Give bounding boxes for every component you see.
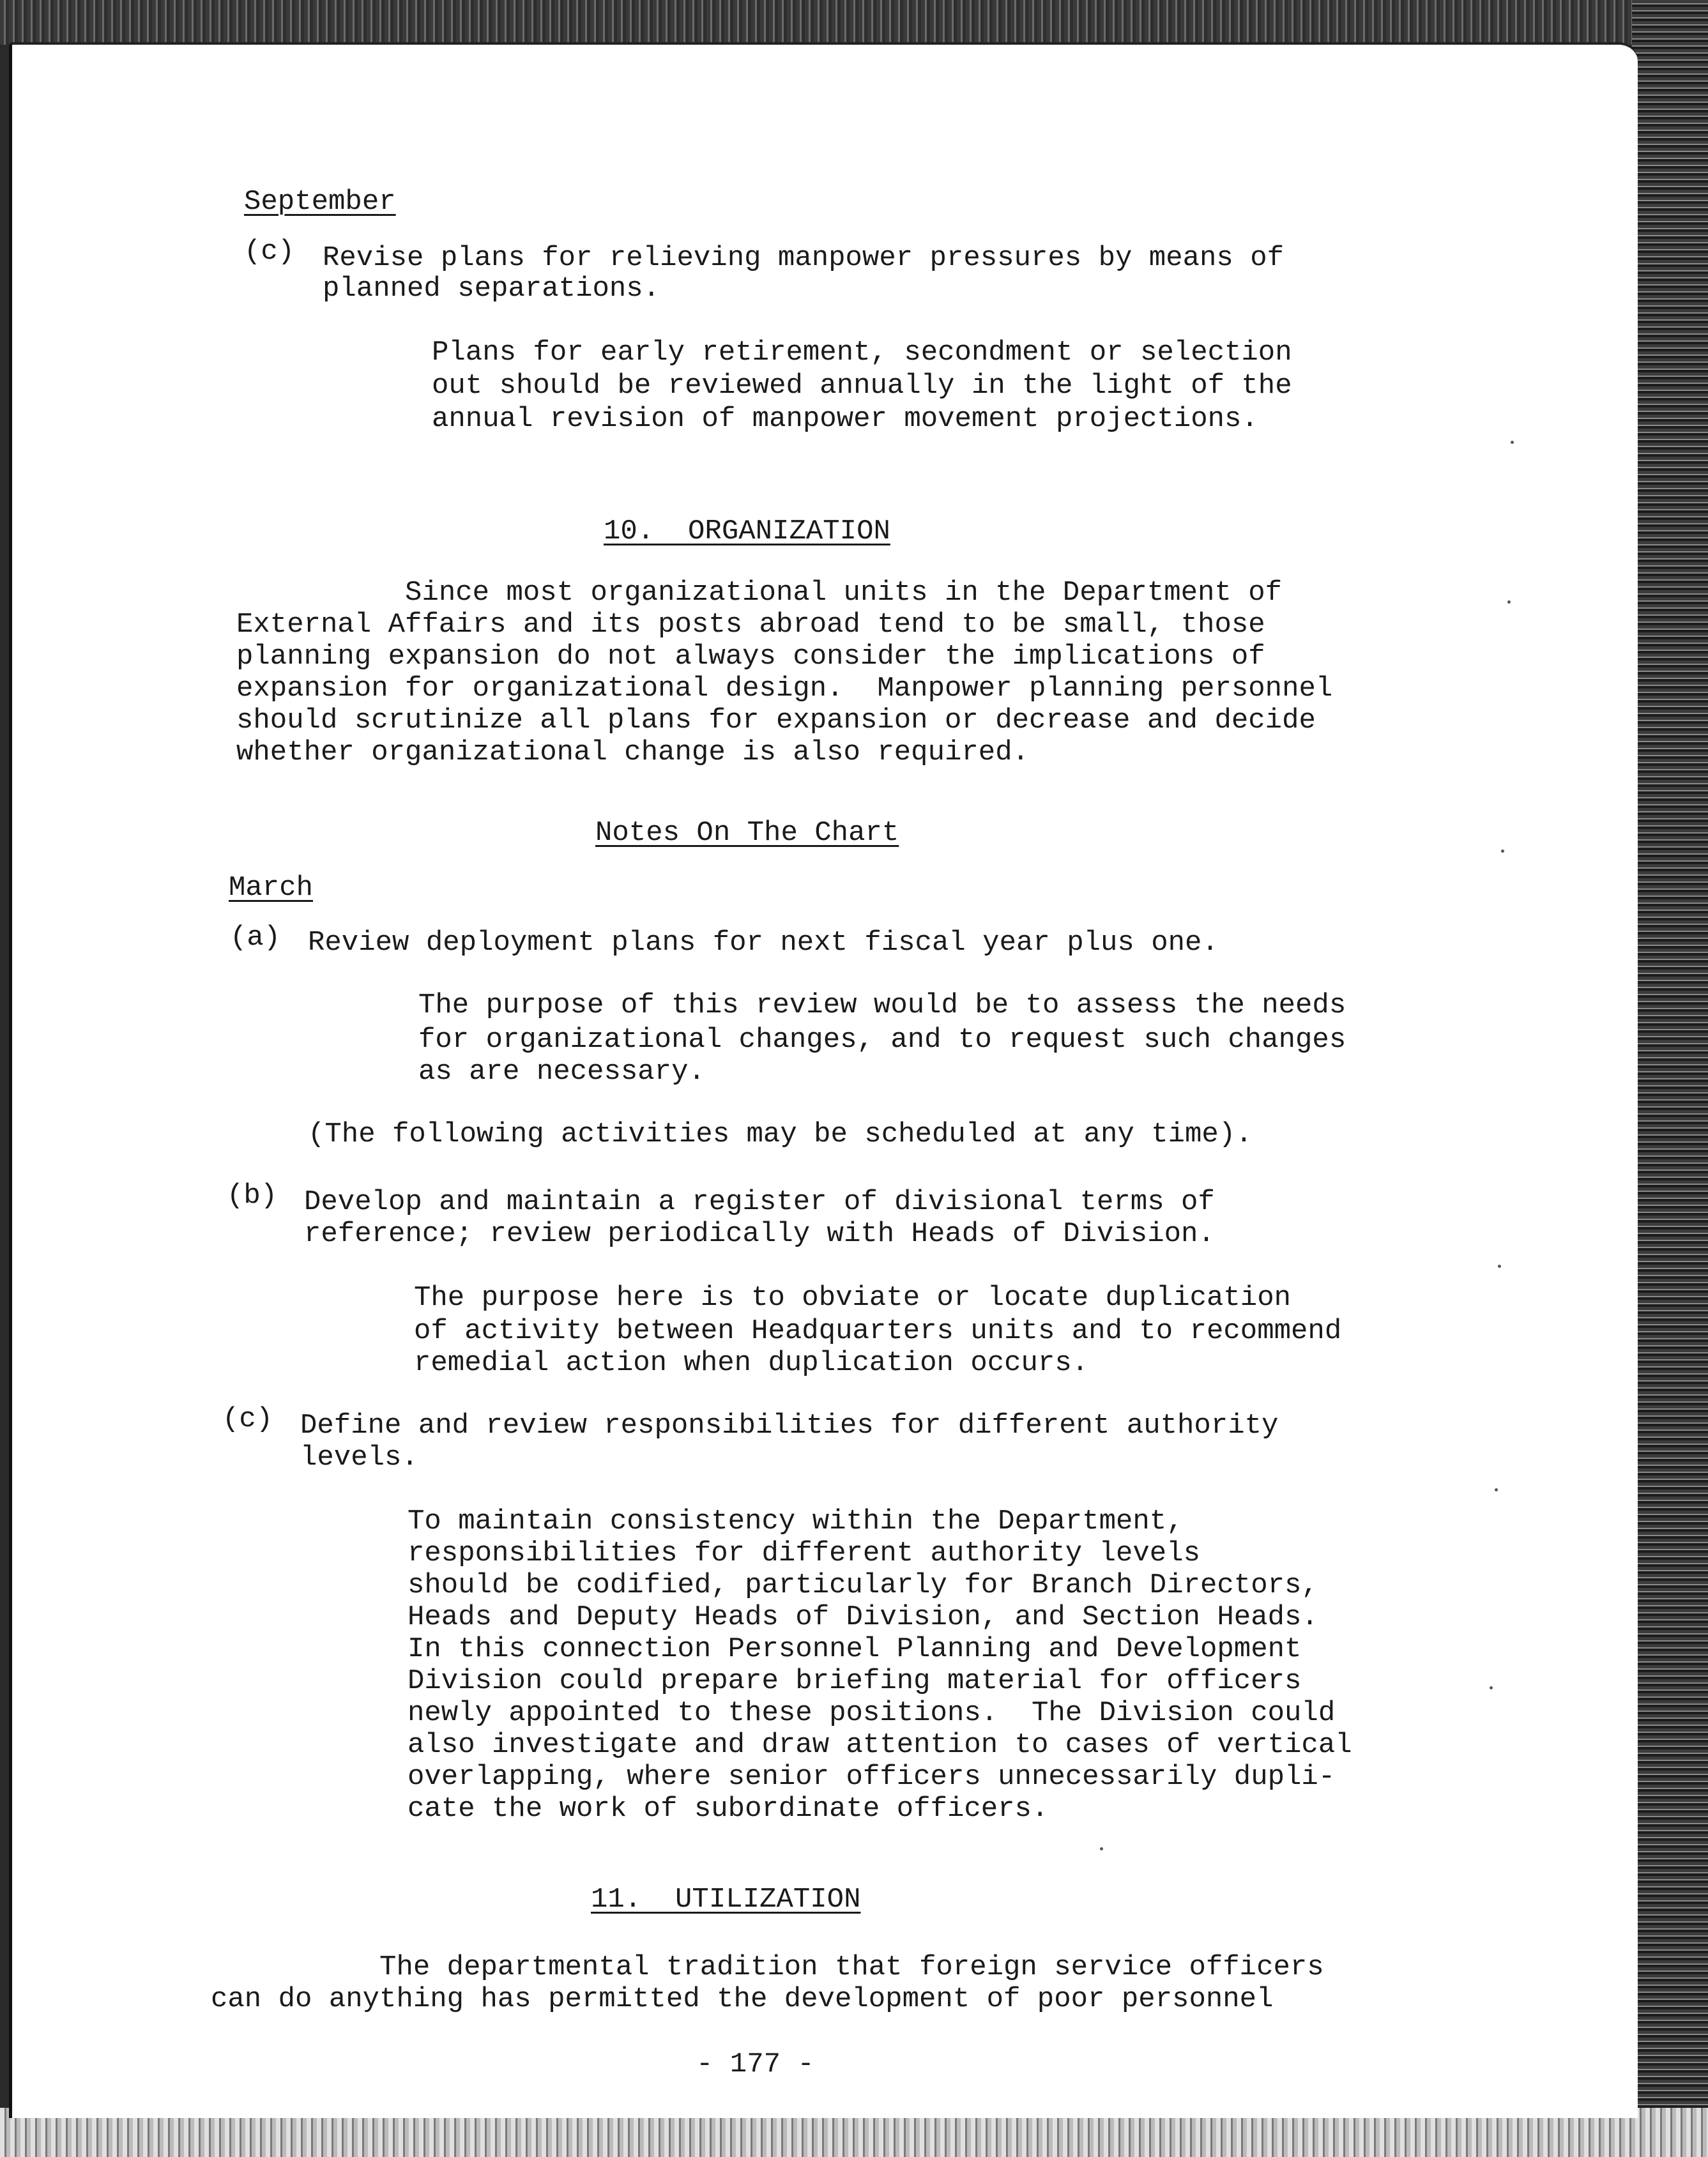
- item-c-line-2: levels.: [300, 1442, 418, 1474]
- item-c-note-line-4: Heads and Deputy Heads of Division, and Section Heads.: [408, 1601, 1318, 1633]
- item-b-note-line-2: of activity between Headquarters units and to recommend: [414, 1315, 1342, 1347]
- item-b-label: (b): [227, 1180, 278, 1212]
- section-11-line-1: The departmental tradition that foreign service officers: [211, 1951, 1324, 1983]
- section-10-line-4: expansion for organizational design. Manpower planning personnel: [236, 673, 1333, 705]
- section-10-line-1: Since most organizational units in the Department of: [236, 577, 1283, 609]
- section-11-heading: 11. UTILIZATION: [591, 1884, 861, 1916]
- item-a-line: Review deployment plans for next fiscal year plus one.: [308, 927, 1219, 959]
- page-number: - 177 -: [696, 2048, 814, 2080]
- item-c-note-line-5: In this connection Personnel Planning and Development: [408, 1633, 1302, 1665]
- heading-september: September: [244, 186, 396, 218]
- section-10-line-3: planning expansion do not always consider the implications of: [236, 641, 1265, 673]
- item-a-label: (a): [230, 922, 281, 954]
- item-b-line-1: Develop and maintain a register of divisional terms of: [304, 1186, 1215, 1218]
- item-c-note-line-7: newly appointed to these positions. The Division could: [408, 1697, 1336, 1729]
- item-a-note-line-2: for organizational changes, and to request such changes: [418, 1024, 1346, 1056]
- item-c-note-line-6: Division could prepare briefing material for officers: [408, 1665, 1302, 1697]
- scan-speck: [1100, 1847, 1103, 1850]
- scan-speck: [1511, 441, 1514, 444]
- item-c-line-1: Define and review responsibilities for different authority: [300, 1410, 1279, 1442]
- section-10-line-6: whether organizational change is also required.: [236, 736, 1030, 768]
- item-c-note-line-10: cate the work of subordinate officers.: [408, 1793, 1049, 1825]
- following-activities-line: (The following activities may be scheduled at any time).: [308, 1118, 1253, 1150]
- item-c-note-line-9: overlapping, where senior officers unnecessarily dupli-: [408, 1761, 1336, 1793]
- item-a-note-line-1: The purpose of this review would be to assess the needs: [418, 989, 1346, 1021]
- item-c-september-note-line-1: Plans for early retirement, secondment or selection: [432, 337, 1292, 369]
- item-c-note-line-8: also investigate and draw attention to cases of vertical: [408, 1729, 1352, 1761]
- item-c-september-note-line-2: out should be reviewed annually in the light of the: [432, 370, 1292, 402]
- heading-march: March: [229, 872, 314, 904]
- scan-speck: [1501, 850, 1504, 853]
- item-c-label: (c): [222, 1403, 273, 1435]
- scan-speck: [1498, 1265, 1501, 1268]
- item-b-note-line-1: The purpose here is to obviate or locate duplication: [414, 1282, 1292, 1314]
- item-c-note-line-3: should be codified, particularly for Branch Directors,: [408, 1569, 1318, 1601]
- section-11-line-2: can do anything has permitted the development of poor personnel: [211, 1983, 1274, 2015]
- item-c-september-note-line-3: annual revision of manpower movement projections.: [432, 403, 1258, 435]
- item-c-note-line-2: responsibilities for different authority levels: [408, 1537, 1201, 1569]
- scan-right-edge: [1632, 0, 1708, 2157]
- item-a-note-line-3: as are necessary.: [418, 1056, 705, 1088]
- scan-speck: [1490, 1686, 1493, 1689]
- item-c-september-line-1: Revise plans for relieving manpower pressures by means of: [323, 242, 1285, 274]
- item-c-september-line-2: planned separations.: [323, 273, 660, 305]
- section-10-heading: 10. ORGANIZATION: [604, 515, 890, 547]
- item-c-september-label: (c): [244, 236, 295, 268]
- notes-heading: Notes On The Chart: [595, 817, 899, 849]
- scan-speck: [1495, 1488, 1498, 1491]
- scan-top-edge: [0, 0, 1708, 45]
- item-b-note-line-3: remedial action when duplication occurs.: [414, 1347, 1089, 1379]
- item-c-note-line-1: To maintain consistency within the Department,: [408, 1505, 1184, 1537]
- item-b-line-2: reference; review periodically with Heads of Division.: [304, 1218, 1215, 1250]
- section-10-line-5: should scrutinize all plans for expansion or decrease and decide: [236, 705, 1316, 736]
- section-10-line-2: External Affairs and its posts abroad tend to be small, those: [236, 609, 1265, 641]
- scan-speck: [1507, 600, 1511, 604]
